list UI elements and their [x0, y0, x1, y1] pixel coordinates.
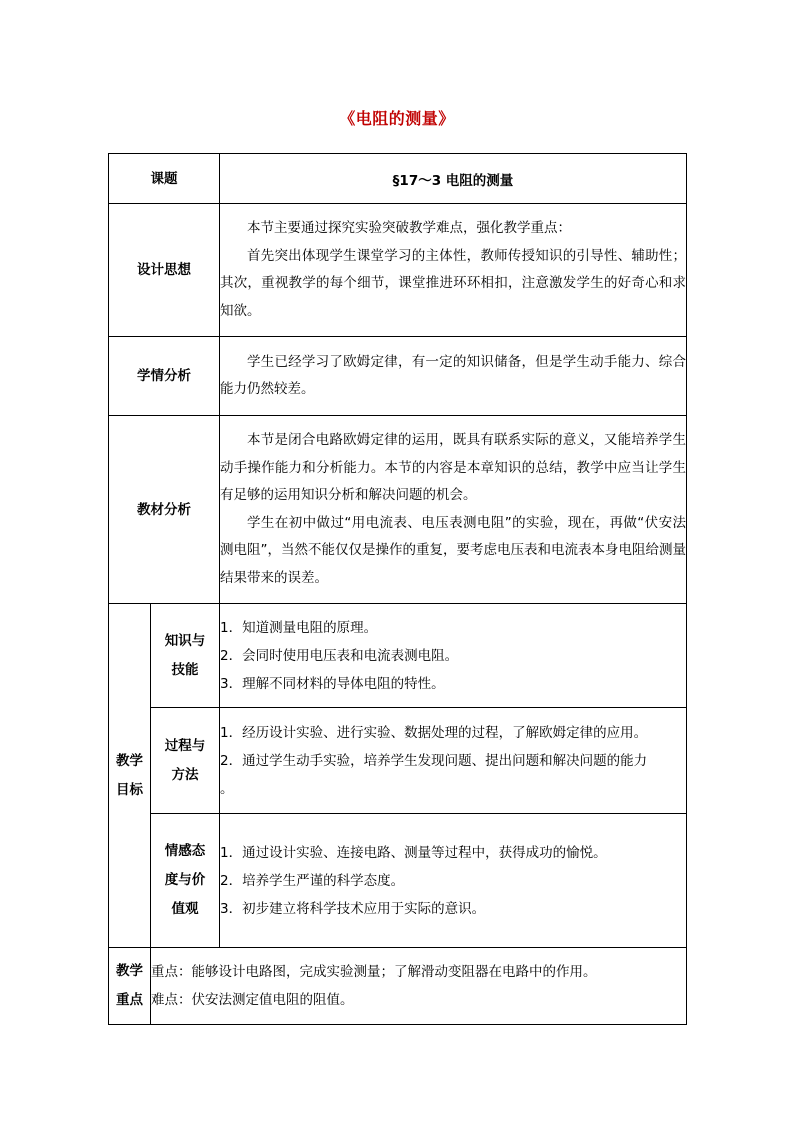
design-paragraph: 本节主要通过探究实验突破教学难点，强化教学重点： [247, 220, 571, 236]
list-item: 2．会同时使用电压表和电流表测电阻。 [220, 647, 459, 664]
row-keypoints [109, 948, 687, 1025]
row-goal-knowledge [109, 604, 687, 708]
textbook-content [220, 416, 687, 604]
lesson-plan-table [108, 153, 687, 1025]
list-item: 1．通过设计实验、连接电路、测量等过程中，获得成功的愉悦。 [220, 844, 607, 861]
process-list [220, 708, 687, 814]
keypoints-label-line: 重点 [116, 992, 143, 1008]
row-goal-emotion [109, 814, 687, 948]
design-content [220, 204, 687, 337]
design-label: 设计思想 [109, 204, 220, 337]
topic-value: §17～3 电阻的测量 [220, 154, 687, 204]
knowledge-label [151, 604, 220, 708]
students-paragraph: 学生已经学习了欧姆定律，有一定的知识储备，但是学生动手能力、综合能力仍然较差。 [220, 353, 686, 397]
emotion-label-line: 情感态 [164, 843, 206, 859]
emotion-label-line: 度与价 [164, 872, 206, 888]
row-students [109, 337, 687, 416]
list-item: 3．理解不同材料的导体电阻的特性。 [220, 675, 445, 692]
keypoints-label [109, 948, 151, 1025]
keypoints-label-line: 教学 [116, 963, 143, 979]
keypoints-content [151, 948, 687, 1025]
row-topic [109, 154, 687, 204]
design-paragraph: 首先突出体现学生课堂学习的主体性，教师传授知识的引导性、辅助性；其次，重视教学的每个细节，课堂推进环环相扣，注意激发学生的好奇心和求知欲。 [220, 247, 686, 319]
textbook-paragraph: 本节是闭合电路欧姆定律的运用，既具有联系实际的意义，又能培养学生动手操作能力和分析能力。本节的内容是本章知识的总结，教学中应当让学生有足够的运用知识分析和解决问题的机会。 [220, 432, 686, 503]
goals-label-line: 目标 [116, 781, 143, 798]
emotion-label-line: 值观 [171, 901, 199, 917]
knowledge-label-line: 技能 [171, 661, 199, 678]
knowledge-list [220, 604, 687, 708]
keypoint-item: 难点：伏安法测定值电阻的阻值。 [151, 992, 354, 1008]
process-label [151, 708, 220, 814]
list-item: 2．培养学生严谨的科学态度。 [220, 872, 405, 889]
row-goal-process [109, 708, 687, 814]
row-textbook [109, 416, 687, 604]
list-item: 。 [220, 780, 234, 797]
emotion-list [220, 814, 687, 948]
textbook-paragraph: 学生在初中做过“用电流表、电压表测电阻”的实验，现在，再做“伏安法测电阻”，当然不能仅仅是操作的重复，要考虑电压表和电流表本身电阻给测量结果带来的误差。 [220, 514, 686, 586]
students-label: 学情分析 [109, 337, 220, 416]
process-label-line: 方法 [171, 766, 199, 783]
page-title: 《电阻的测量》 [339, 109, 455, 128]
emotion-label [151, 814, 220, 948]
list-item: 1．经历设计实验、进行实验、数据处理的过程，了解欧姆定律的应用。 [220, 724, 648, 741]
goals-label-line: 教学 [116, 752, 143, 769]
list-item: 3．初步建立将科学技术应用于实际的意识。 [220, 900, 486, 917]
goals-label [109, 604, 151, 948]
knowledge-label-line: 知识与 [164, 632, 206, 649]
keypoint-item: 重点：能够设计电路图，完成实验测量；了解滑动变阻器在电路中的作用。 [151, 964, 597, 980]
students-content [220, 337, 687, 416]
process-label-line: 过程与 [164, 737, 206, 754]
row-design [109, 204, 687, 337]
list-item: 1．知道测量电阻的原理。 [220, 619, 378, 636]
textbook-label: 教材分析 [109, 416, 220, 604]
list-item: 2．通过学生动手实验，培养学生发现问题、提出问题和解决问题的能力 [220, 752, 648, 769]
topic-label: 课题 [109, 154, 220, 204]
